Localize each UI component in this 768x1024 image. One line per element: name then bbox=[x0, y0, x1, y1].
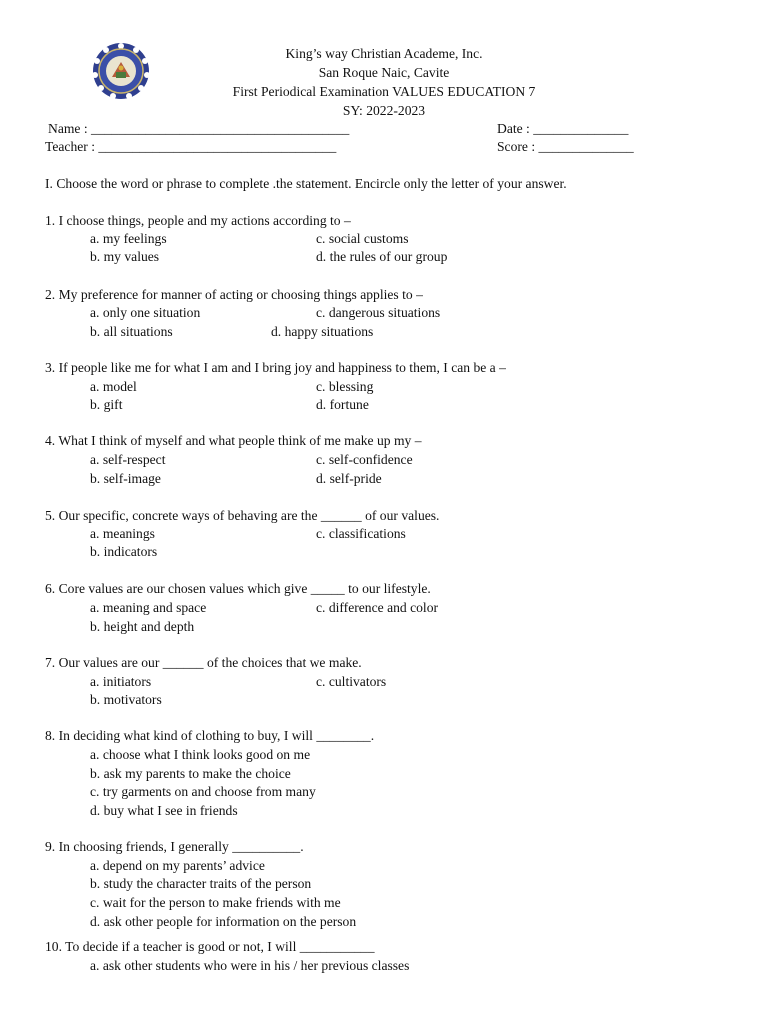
q2-option-c[interactable]: c. dangerous situations bbox=[316, 305, 441, 320]
q9-option-a[interactable]: a. depend on my parents’ advice bbox=[90, 858, 265, 873]
exam-title: First Periodical Examination VALUES EDUCATION 7 bbox=[232, 84, 536, 99]
score-field[interactable]: Score : ______________ bbox=[497, 139, 634, 154]
q6-option-c[interactable]: c. difference and color bbox=[316, 600, 439, 615]
question-2: 2. My preference for manner of acting or choosing things applies to – bbox=[45, 287, 423, 302]
q4-option-a[interactable]: a. self-respect bbox=[90, 452, 166, 467]
q4-option-b[interactable]: b. self-image bbox=[90, 471, 161, 486]
q10-option-a[interactable]: a. ask other students who were in his / her previous classes bbox=[90, 958, 410, 973]
question-10: 10. To decide if a teacher is good or not, I will ___________ bbox=[45, 939, 375, 954]
q1-option-c[interactable]: c. social customs bbox=[316, 231, 409, 246]
q9-option-d[interactable]: d. ask other people for information on the person bbox=[90, 914, 357, 929]
q7-option-a[interactable]: a. initiators bbox=[90, 674, 152, 689]
q6-option-b[interactable]: b. height and depth bbox=[90, 619, 195, 634]
date-field[interactable]: Date : ______________ bbox=[497, 121, 629, 136]
instruction-text: I. Choose the word or phrase to complete .the statement. Encircle only the letter of your answer. bbox=[45, 176, 567, 191]
q1-option-a[interactable]: a. my feelings bbox=[90, 231, 167, 246]
q3-option-b[interactable]: b. gift bbox=[90, 397, 123, 412]
question-7: 7. Our values are our ______ of the choices that we make. bbox=[45, 655, 362, 670]
q3-option-d[interactable]: d. fortune bbox=[316, 397, 369, 412]
question-5: 5. Our specific, concrete ways of behaving are the ______ of our values. bbox=[45, 508, 440, 523]
school-year: SY: 2022-2023 bbox=[342, 103, 426, 118]
q8-option-c[interactable]: c. try garments on and choose from many bbox=[90, 784, 316, 799]
q7-option-b[interactable]: b. motivators bbox=[90, 692, 162, 707]
q7-option-c[interactable]: c. cultivators bbox=[316, 674, 387, 689]
q6-option-a[interactable]: a. meaning and space bbox=[90, 600, 207, 615]
q9-option-b[interactable]: b. study the character traits of the person bbox=[90, 876, 312, 891]
q8-option-b[interactable]: b. ask my parents to make the choice bbox=[90, 766, 291, 781]
q4-option-c[interactable]: c. self-confidence bbox=[316, 452, 413, 467]
q3-option-a[interactable]: a. model bbox=[90, 379, 137, 394]
question-9: 9. In choosing friends, I generally __________. bbox=[45, 839, 304, 854]
q9-option-c[interactable]: c. wait for the person to make friends with me bbox=[90, 895, 341, 910]
q8-option-d[interactable]: d. buy what I see in friends bbox=[90, 803, 238, 818]
q2-option-a[interactable]: a. only one situation bbox=[90, 305, 201, 320]
name-field[interactable]: Name : ______________________________________ bbox=[48, 121, 350, 136]
q3-option-c[interactable]: c. blessing bbox=[316, 379, 374, 394]
question-1: 1. I choose things, people and my actions according to – bbox=[45, 213, 351, 228]
q5-option-a[interactable]: a. meanings bbox=[90, 526, 155, 541]
school-address: San Roque Naic, Cavite bbox=[318, 65, 450, 80]
school-name: King’s way Christian Academe, Inc. bbox=[285, 46, 483, 61]
q5-option-b[interactable]: b. indicators bbox=[90, 544, 158, 559]
q1-option-d[interactable]: d. the rules of our group bbox=[316, 249, 448, 264]
q2-option-d[interactable]: d. happy situations bbox=[271, 324, 374, 339]
q8-option-a[interactable]: a. choose what I think looks good on me bbox=[90, 747, 311, 762]
q2-option-b[interactable]: b. all situations bbox=[90, 324, 173, 339]
question-8: 8. In deciding what kind of clothing to buy, I will ________. bbox=[45, 728, 375, 743]
question-3: 3. If people like me for what I am and I bring joy and happiness to them, I can be a – bbox=[45, 360, 506, 375]
q1-option-b[interactable]: b. my values bbox=[90, 249, 160, 264]
teacher-field[interactable]: Teacher : ___________________________________ bbox=[45, 139, 337, 154]
question-4: 4. What I think of myself and what people think of me make up my – bbox=[45, 433, 422, 448]
question-6: 6. Core values are our chosen values which give _____ to our lifestyle. bbox=[45, 581, 431, 596]
q4-option-d[interactable]: d. self-pride bbox=[316, 471, 382, 486]
q5-option-c[interactable]: c. classifications bbox=[316, 526, 406, 541]
